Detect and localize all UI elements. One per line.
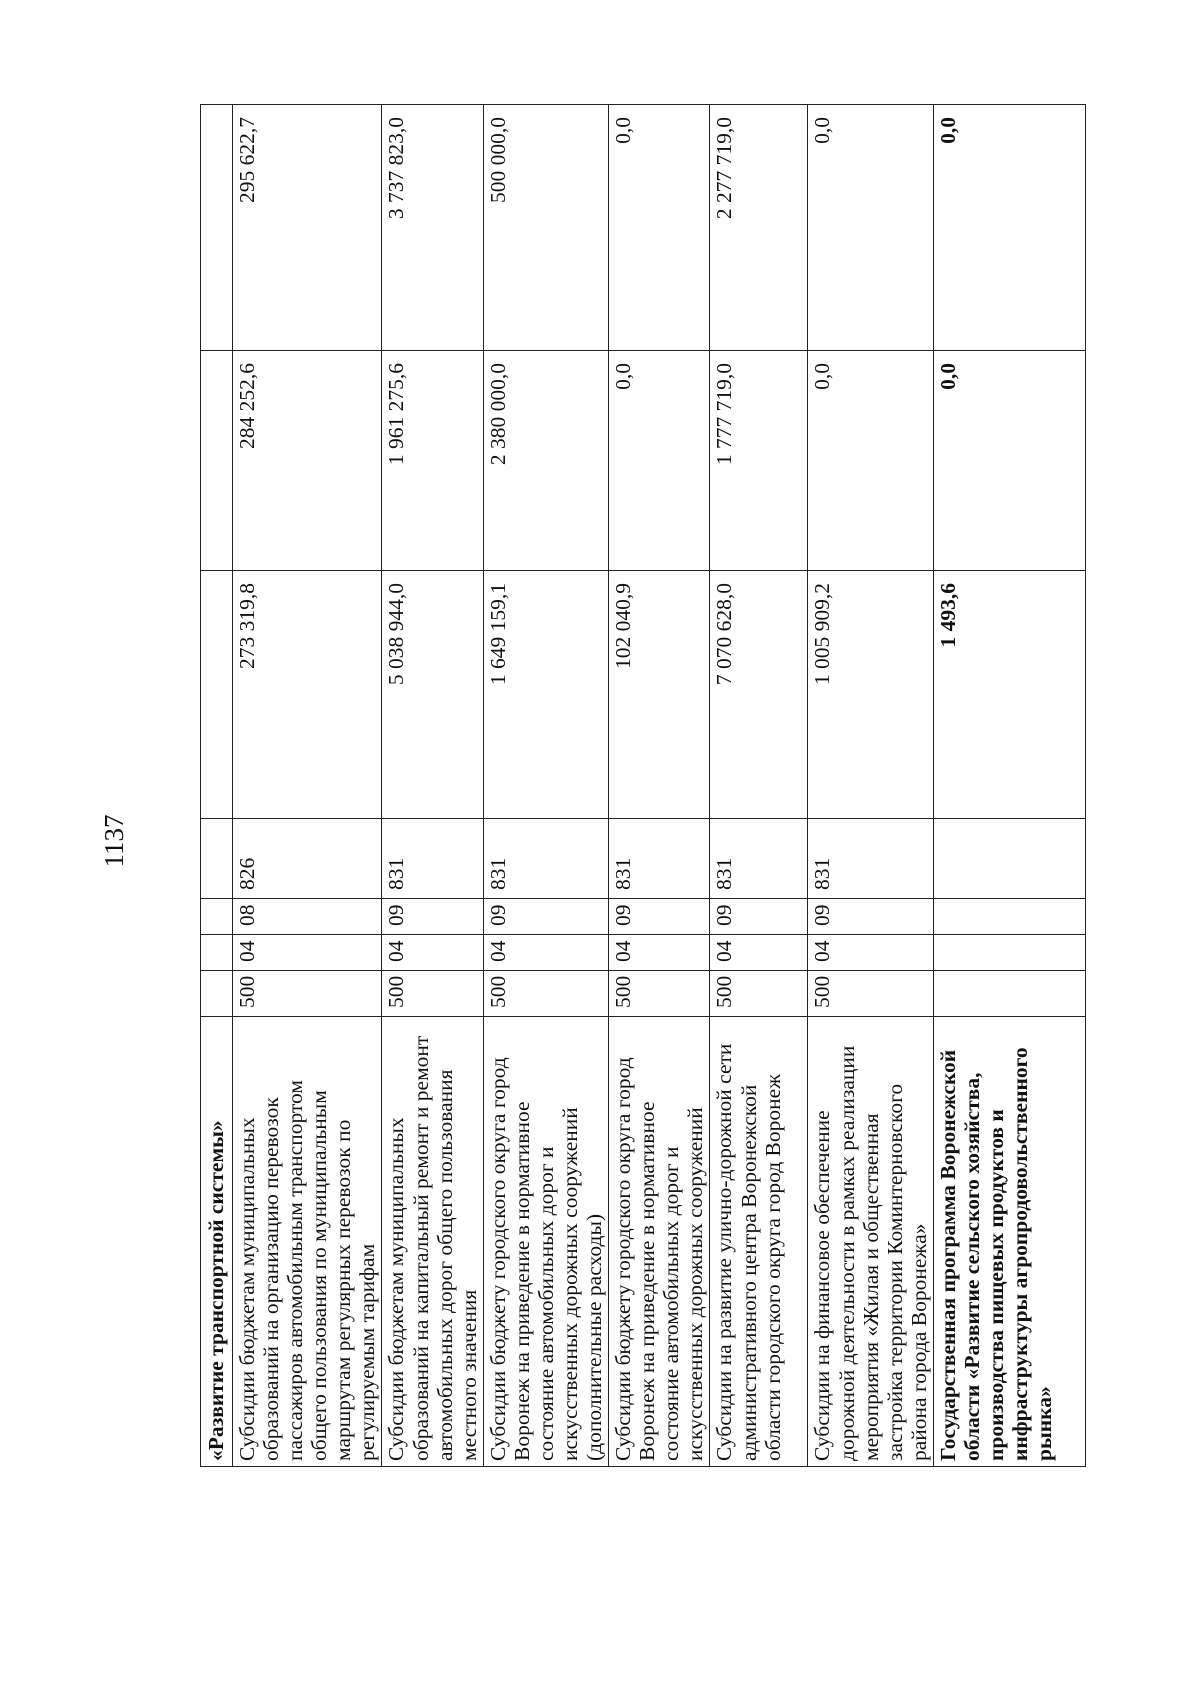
- value-cell: 0,0: [808, 351, 933, 571]
- value-cell: 0,0: [933, 105, 1085, 351]
- value-cell: 1 961 275,6: [382, 351, 483, 571]
- empty-cell: [201, 105, 233, 351]
- code-cell: 09: [483, 899, 608, 935]
- page-number: 1137: [99, 814, 129, 868]
- code-cell: [933, 971, 1085, 1017]
- value-cell: 295 622,7: [233, 105, 382, 351]
- code-cell: [933, 899, 1085, 935]
- section-title: «Развитие транспортной системы»: [201, 1017, 233, 1467]
- code-cell: 831: [808, 819, 933, 899]
- code-cell: [933, 819, 1085, 899]
- table-row: [710, 105, 808, 1467]
- row-name: Субсидии на финансовое обеспечение дорожной деятельности в рамках реализации мероприятия «Жилая и общественная застройка территории Коминтерновского района города Воронежа»: [808, 1017, 933, 1467]
- empty-cell: [201, 899, 233, 935]
- value-cell: 102 040,9: [609, 571, 710, 819]
- value-cell: 500 000,0: [483, 105, 608, 351]
- table-frame: [200, 105, 1057, 1467]
- value-cell: 5 038 944,0: [382, 571, 483, 819]
- table-row: [382, 105, 483, 1467]
- rotated-table-area: [200, 105, 1057, 1467]
- row-name: Субсидии бюджету городского округа город Воронеж на приведение в нормативное состояние автомобильных дорог и искусственных дорожных сооружений (дополнительные расходы): [483, 1017, 608, 1467]
- code-cell: 04: [382, 935, 483, 971]
- table-row: [483, 105, 608, 1467]
- code-cell: [933, 935, 1085, 971]
- empty-cell: [201, 819, 233, 899]
- code-cell: 500: [382, 971, 483, 1017]
- value-cell: 1 777 719,0: [710, 351, 808, 571]
- value-cell: 3 737 823,0: [382, 105, 483, 351]
- code-cell: 09: [609, 899, 710, 935]
- table-row: [609, 105, 710, 1467]
- code-cell: 04: [233, 935, 382, 971]
- empty-cell: [201, 971, 233, 1017]
- value-cell: 2 380 000,0: [483, 351, 608, 571]
- code-cell: 04: [483, 935, 608, 971]
- value-cell: 0,0: [609, 351, 710, 571]
- value-cell: 0,0: [933, 351, 1085, 571]
- code-cell: 500: [710, 971, 808, 1017]
- program-row: [933, 105, 1085, 1467]
- code-cell: 09: [382, 899, 483, 935]
- empty-cell: [201, 351, 233, 571]
- code-cell: 09: [808, 899, 933, 935]
- value-cell: 273 319,8: [233, 571, 382, 819]
- section-title-row: [201, 105, 233, 1467]
- code-cell: 04: [808, 935, 933, 971]
- table-row: [233, 105, 382, 1467]
- value-cell: 1 493,6: [933, 571, 1085, 819]
- code-cell: 09: [710, 899, 808, 935]
- row-name: Субсидии бюджетам муниципальных образований на организацию перевозок пассажиров автомобильным транспортом общего пользования по муниципальным маршрутам регулярных перевозок по регулируемым тарифам: [233, 1017, 382, 1467]
- row-name: Субсидии на развитие улично-дорожной сети административного центра Воронежской области городского округа город Воронеж: [710, 1017, 808, 1467]
- program-name: Государственная программа Воронежской области «Развитие сельского хозяйства, производства пищевых продуктов и инфраструктуры агропродовольственного рынка»: [933, 1017, 1085, 1467]
- code-cell: 500: [808, 971, 933, 1017]
- value-cell: 7 070 628,0: [710, 571, 808, 819]
- code-cell: 831: [483, 819, 608, 899]
- code-cell: 500: [483, 971, 608, 1017]
- value-cell: 284 252,6: [233, 351, 382, 571]
- code-cell: 04: [609, 935, 710, 971]
- code-cell: 831: [382, 819, 483, 899]
- code-cell: 04: [710, 935, 808, 971]
- code-cell: 500: [609, 971, 710, 1017]
- empty-cell: [201, 571, 233, 819]
- value-cell: 0,0: [609, 105, 710, 351]
- table-row: [808, 105, 933, 1467]
- code-cell: 08: [233, 899, 382, 935]
- value-cell: 1 649 159,1: [483, 571, 608, 819]
- budget-table: [200, 104, 1086, 1467]
- row-name: Субсидии бюджетам муниципальных образований на капитальный ремонт и ремонт автомобильных дорог общего пользования местного значения: [382, 1017, 483, 1467]
- value-cell: 2 277 719,0: [710, 105, 808, 351]
- row-name: Субсидии бюджету городского округа город Воронеж на приведение в нормативное состояние автомобильных дорог и искусственных дорожных сооружений: [609, 1017, 710, 1467]
- code-cell: 826: [233, 819, 382, 899]
- value-cell: 0,0: [808, 105, 933, 351]
- code-cell: 831: [609, 819, 710, 899]
- empty-cell: [201, 935, 233, 971]
- value-cell: 1 005 909,2: [808, 571, 933, 819]
- code-cell: 500: [233, 971, 382, 1017]
- code-cell: 831: [710, 819, 808, 899]
